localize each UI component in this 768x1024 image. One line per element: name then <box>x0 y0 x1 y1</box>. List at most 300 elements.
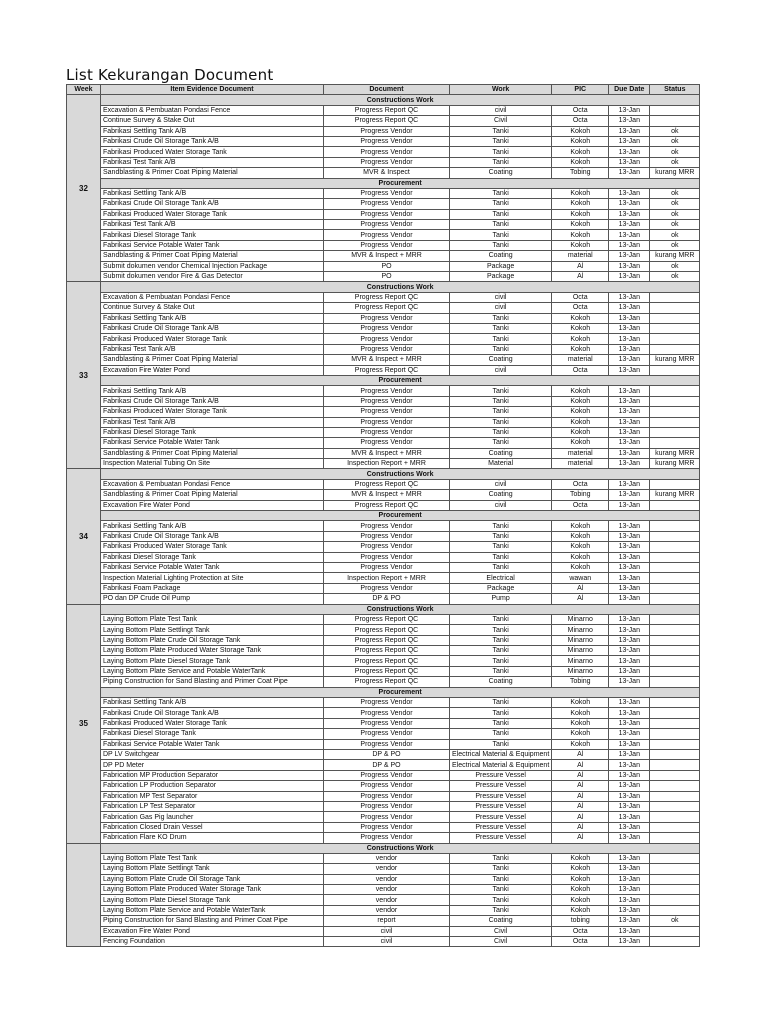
table-row <box>67 157 700 167</box>
document-cell: civil <box>324 937 450 947</box>
document-cell: Progress Report QC <box>324 105 450 115</box>
pic-cell: Al <box>552 781 609 791</box>
due-date-cell: 13-Jan <box>609 365 650 375</box>
pic-cell: Kokoh <box>552 407 609 417</box>
work-cell: Tanki <box>450 614 552 624</box>
table-row <box>67 344 700 354</box>
pic-cell: Al <box>552 812 609 822</box>
pic-cell: Al <box>552 261 609 271</box>
pic-cell: Kokoh <box>552 313 609 323</box>
due-date-cell: 13-Jan <box>609 926 650 936</box>
table-row <box>67 303 700 313</box>
document-cell: Progress Report QC <box>324 635 450 645</box>
status-cell: ok <box>650 209 700 219</box>
table-row <box>67 220 700 230</box>
due-date-cell: 13-Jan <box>609 885 650 895</box>
pic-cell: Kokoh <box>552 199 609 209</box>
table-row <box>67 874 700 884</box>
table-row <box>67 718 700 728</box>
work-cell: Tanki <box>450 407 552 417</box>
work-cell: Tanki <box>450 864 552 874</box>
due-date-cell: 13-Jan <box>609 292 650 302</box>
pic-cell: Kokoh <box>552 864 609 874</box>
status-cell <box>650 635 700 645</box>
due-date-cell: 13-Jan <box>609 853 650 863</box>
work-cell: Tanki <box>450 230 552 240</box>
item-cell: Laying Bottom Plate Diesel Storage Tank <box>101 656 324 666</box>
table-row <box>67 750 700 760</box>
work-cell: Tanki <box>450 718 552 728</box>
item-cell: Laying Bottom Plate Test Tank <box>101 614 324 624</box>
status-cell <box>650 542 700 552</box>
work-cell: Tanki <box>450 874 552 884</box>
pic-cell: Kokoh <box>552 729 609 739</box>
document-cell: Progress Vendor <box>324 417 450 427</box>
section-row <box>67 687 700 697</box>
pic-cell: Al <box>552 770 609 780</box>
work-cell: Tanki <box>450 344 552 354</box>
status-cell <box>650 323 700 333</box>
due-date-cell: 13-Jan <box>609 126 650 136</box>
table-row <box>67 500 700 510</box>
table-row <box>67 490 700 500</box>
status-cell <box>650 573 700 583</box>
work-cell: Civil <box>450 116 552 126</box>
status-cell <box>650 698 700 708</box>
status-cell <box>650 334 700 344</box>
work-cell: Coating <box>450 916 552 926</box>
due-date-cell: 13-Jan <box>609 760 650 770</box>
section-row <box>67 843 700 853</box>
pic-cell: Kokoh <box>552 885 609 895</box>
status-cell <box>650 407 700 417</box>
pic-cell: tobing <box>552 916 609 926</box>
week-cell: 34 <box>67 469 101 604</box>
work-cell: Tanki <box>450 126 552 136</box>
due-date-cell: 13-Jan <box>609 188 650 198</box>
work-cell: Electrical Material & Equipment <box>450 750 552 760</box>
item-cell: Fabrication Flare KO Drum <box>101 833 324 843</box>
work-cell: Pressure Vessel <box>450 801 552 811</box>
due-date-cell: 13-Jan <box>609 635 650 645</box>
status-cell <box>650 770 700 780</box>
header-week: Week <box>67 85 101 95</box>
document-cell: MVR & Inspect + MRR <box>324 355 450 365</box>
item-cell: Fabrikasi Produced Water Storage Tank <box>101 718 324 728</box>
pic-cell: Kokoh <box>552 739 609 749</box>
item-cell: Fabrikasi Settling Tank A/B <box>101 521 324 531</box>
work-cell: Tanki <box>450 323 552 333</box>
work-cell: Tanki <box>450 552 552 562</box>
table-row <box>67 781 700 791</box>
work-cell: Tanki <box>450 542 552 552</box>
item-cell: Fabrication LP Production Separator <box>101 781 324 791</box>
document-cell: MVR & Inspect + MRR <box>324 251 450 261</box>
status-cell <box>650 750 700 760</box>
pic-cell: Kokoh <box>552 542 609 552</box>
item-cell: Excavation Fire Water Pond <box>101 500 324 510</box>
work-cell: Pressure Vessel <box>450 791 552 801</box>
document-cell: Inspection Report + MRR <box>324 573 450 583</box>
pic-cell: Kokoh <box>552 209 609 219</box>
pic-cell: Al <box>552 833 609 843</box>
table-row <box>67 542 700 552</box>
pic-cell: material <box>552 251 609 261</box>
table-row <box>67 926 700 936</box>
table-row <box>67 323 700 333</box>
table-row <box>67 905 700 915</box>
document-cell: Progress Vendor <box>324 739 450 749</box>
status-cell: ok <box>650 220 700 230</box>
work-cell: Tanki <box>450 656 552 666</box>
due-date-cell: 13-Jan <box>609 656 650 666</box>
item-cell: Sandblasting & Primer Coat Piping Material <box>101 448 324 458</box>
document-cell: Progress Report QC <box>324 303 450 313</box>
table-row <box>67 365 700 375</box>
due-date-cell: 13-Jan <box>609 386 650 396</box>
pic-cell: Kokoh <box>552 521 609 531</box>
table-row <box>67 937 700 947</box>
due-date-cell: 13-Jan <box>609 718 650 728</box>
work-cell: Tanki <box>450 708 552 718</box>
status-cell <box>650 116 700 126</box>
document-cell: Progress Report QC <box>324 116 450 126</box>
status-cell: ok <box>650 240 700 250</box>
document-cell: Progress Vendor <box>324 209 450 219</box>
item-cell: Excavation & Pembuatan Pondasi Fence <box>101 292 324 302</box>
status-cell <box>650 625 700 635</box>
work-cell: civil <box>450 479 552 489</box>
pic-cell: Kokoh <box>552 344 609 354</box>
item-cell: Fencing Foundation <box>101 937 324 947</box>
item-cell: Laying Bottom Plate Settlingt Tank <box>101 625 324 635</box>
table-row <box>67 853 700 863</box>
item-cell: Excavation Fire Water Pond <box>101 365 324 375</box>
pic-cell: Minarno <box>552 635 609 645</box>
table-row <box>67 417 700 427</box>
document-cell: Progress Report QC <box>324 646 450 656</box>
item-cell: Sandblasting & Primer Coat Piping Material <box>101 355 324 365</box>
pic-cell: Octa <box>552 105 609 115</box>
pic-cell: Octa <box>552 292 609 302</box>
table-row <box>67 230 700 240</box>
item-cell: Fabrikasi Diesel Storage Tank <box>101 729 324 739</box>
document-cell: Progress Report QC <box>324 656 450 666</box>
table-row <box>67 635 700 645</box>
table-row <box>67 885 700 895</box>
item-cell: Fabrikasi Test Tank A/B <box>101 417 324 427</box>
status-cell <box>650 760 700 770</box>
pic-cell: Kokoh <box>552 427 609 437</box>
status-cell <box>650 677 700 687</box>
item-cell: Fabrikasi Settling Tank A/B <box>101 386 324 396</box>
pic-cell: Kokoh <box>552 895 609 905</box>
pic-cell: Kokoh <box>552 240 609 250</box>
due-date-cell: 13-Jan <box>609 573 650 583</box>
table-row <box>67 677 700 687</box>
document-cell: vendor <box>324 864 450 874</box>
pic-cell: Kokoh <box>552 417 609 427</box>
table-row <box>67 438 700 448</box>
status-cell <box>650 739 700 749</box>
page-title: List Kekurangan Document <box>66 66 274 84</box>
due-date-cell: 13-Jan <box>609 417 650 427</box>
table-row <box>67 261 700 271</box>
header-row <box>67 85 700 95</box>
document-cell: Progress Vendor <box>324 386 450 396</box>
document-cell: Progress Vendor <box>324 313 450 323</box>
document-cell: Progress Vendor <box>324 188 450 198</box>
item-cell: Sandblasting & Primer Coat Piping Material <box>101 490 324 500</box>
item-cell: Laying Bottom Plate Diesel Storage Tank <box>101 895 324 905</box>
section-row <box>67 178 700 188</box>
due-date-cell: 13-Jan <box>609 136 650 146</box>
work-cell: Tanki <box>450 562 552 572</box>
due-date-cell: 13-Jan <box>609 459 650 469</box>
status-cell: kurang MRR <box>650 448 700 458</box>
work-cell: Tanki <box>450 199 552 209</box>
status-cell <box>650 365 700 375</box>
item-cell: Fabrikasi Diesel Storage Tank <box>101 427 324 437</box>
table-row <box>67 812 700 822</box>
item-cell: Fabrikasi Test Tank A/B <box>101 157 324 167</box>
table-row <box>67 739 700 749</box>
work-cell: Tanki <box>450 625 552 635</box>
status-cell <box>650 614 700 624</box>
work-cell: Tanki <box>450 521 552 531</box>
pic-cell: material <box>552 448 609 458</box>
pic-cell: Al <box>552 272 609 282</box>
item-cell: Fabrikasi Diesel Storage Tank <box>101 552 324 562</box>
item-cell: Fabrication MP Production Separator <box>101 770 324 780</box>
document-cell: Progress Report QC <box>324 677 450 687</box>
table-row <box>67 168 700 178</box>
due-date-cell: 13-Jan <box>609 168 650 178</box>
status-cell: ok <box>650 147 700 157</box>
work-cell: Electrical <box>450 573 552 583</box>
pic-cell: Octa <box>552 926 609 936</box>
item-cell: Laying Bottom Plate Crude Oil Storage Tank <box>101 635 324 645</box>
work-cell: Package <box>450 583 552 593</box>
table-row <box>67 427 700 437</box>
status-cell: kurang MRR <box>650 251 700 261</box>
due-date-cell: 13-Jan <box>609 801 650 811</box>
table-row <box>67 833 700 843</box>
document-cell: PO <box>324 261 450 271</box>
item-cell: Submit dokumen vendor Chemical Injection Package <box>101 261 324 271</box>
document-cell: Progress Vendor <box>324 136 450 146</box>
document-cell: Progress Vendor <box>324 770 450 780</box>
item-cell: Laying Bottom Plate Service and Potable WaterTank <box>101 666 324 676</box>
pic-cell: Kokoh <box>552 220 609 230</box>
item-cell: Continue Survey & Stake Out <box>101 303 324 313</box>
work-cell: Tanki <box>450 666 552 676</box>
due-date-cell: 13-Jan <box>609 116 650 126</box>
document-cell: MVR & Inspect + MRR <box>324 448 450 458</box>
document-cell: vendor <box>324 874 450 884</box>
document-cell: Progress Vendor <box>324 240 450 250</box>
pic-cell: Minarno <box>552 614 609 624</box>
work-cell: Tanki <box>450 209 552 219</box>
due-date-cell: 13-Jan <box>609 344 650 354</box>
item-cell: Laying Bottom Plate Settlingt Tank <box>101 864 324 874</box>
due-date-cell: 13-Jan <box>609 625 650 635</box>
header-item: Item Evidence Document <box>101 85 324 95</box>
item-cell: Fabrikasi Crude Oil Storage Tank A/B <box>101 531 324 541</box>
status-cell <box>650 801 700 811</box>
pic-cell: Kokoh <box>552 874 609 884</box>
item-cell: Fabrication MP Test Separator <box>101 791 324 801</box>
pic-cell: Kokoh <box>552 157 609 167</box>
work-cell: Coating <box>450 677 552 687</box>
status-cell <box>650 438 700 448</box>
due-date-cell: 13-Jan <box>609 666 650 676</box>
due-date-cell: 13-Jan <box>609 490 650 500</box>
item-cell: Fabrikasi Crude Oil Storage Tank A/B <box>101 708 324 718</box>
work-cell: Pressure Vessel <box>450 833 552 843</box>
due-date-cell: 13-Jan <box>609 552 650 562</box>
status-cell <box>650 303 700 313</box>
item-cell: Fabrikasi Diesel Storage Tank <box>101 230 324 240</box>
document-cell: Progress Vendor <box>324 552 450 562</box>
status-cell <box>650 427 700 437</box>
work-cell: Package <box>450 272 552 282</box>
status-cell: kurang MRR <box>650 168 700 178</box>
item-cell: Fabrikasi Test Tank A/B <box>101 220 324 230</box>
work-cell: Pressure Vessel <box>450 770 552 780</box>
status-cell: kurang MRR <box>650 459 700 469</box>
item-cell: Fabrikasi Produced Water Storage Tank <box>101 542 324 552</box>
pic-cell: Al <box>552 801 609 811</box>
due-date-cell: 13-Jan <box>609 698 650 708</box>
section-label: Procurement <box>101 375 700 385</box>
pic-cell: Al <box>552 822 609 832</box>
pic-cell: Octa <box>552 303 609 313</box>
pic-cell: Kokoh <box>552 136 609 146</box>
pic-cell: Kokoh <box>552 323 609 333</box>
status-cell <box>650 895 700 905</box>
document-cell: Progress Report QC <box>324 614 450 624</box>
due-date-cell: 13-Jan <box>609 750 650 760</box>
table-row <box>67 698 700 708</box>
item-cell: Inspection Material Lighting Protection at Site <box>101 573 324 583</box>
section-label: Constructions Work <box>101 469 700 479</box>
item-cell: Fabrikasi Produced Water Storage Tank <box>101 334 324 344</box>
document-cell: Progress Vendor <box>324 396 450 406</box>
section-label: Procurement <box>101 511 700 521</box>
work-cell: Tanki <box>450 188 552 198</box>
pic-cell: material <box>552 459 609 469</box>
table-row <box>67 126 700 136</box>
due-date-cell: 13-Jan <box>609 781 650 791</box>
table-row <box>67 552 700 562</box>
due-date-cell: 13-Jan <box>609 479 650 489</box>
table-row <box>67 916 700 926</box>
item-cell: Fabrikasi Settling Tank A/B <box>101 698 324 708</box>
due-date-cell: 13-Jan <box>609 521 650 531</box>
work-cell: Tanki <box>450 313 552 323</box>
work-cell: Pressure Vessel <box>450 822 552 832</box>
table-row <box>67 116 700 126</box>
document-cell: Progress Vendor <box>324 334 450 344</box>
document-cell: Progress Vendor <box>324 542 450 552</box>
document-cell: report <box>324 916 450 926</box>
week-cell: 33 <box>67 282 101 469</box>
work-cell: Tanki <box>450 427 552 437</box>
work-cell: civil <box>450 292 552 302</box>
due-date-cell: 13-Jan <box>609 147 650 157</box>
item-cell: Fabrikasi Service Potable Water Tank <box>101 240 324 250</box>
pic-cell: Kokoh <box>552 718 609 728</box>
pic-cell: Octa <box>552 116 609 126</box>
pic-cell: Kokoh <box>552 188 609 198</box>
due-date-cell: 13-Jan <box>609 261 650 271</box>
status-cell <box>650 531 700 541</box>
table-row <box>67 760 700 770</box>
section-label: Constructions Work <box>101 282 700 292</box>
table-row <box>67 251 700 261</box>
status-cell <box>650 105 700 115</box>
table-row <box>67 531 700 541</box>
status-cell: kurang MRR <box>650 490 700 500</box>
work-cell: Tanki <box>450 396 552 406</box>
work-cell: Electrical Material & Equipment <box>450 760 552 770</box>
pic-cell: Tobing <box>552 490 609 500</box>
document-cell: vendor <box>324 895 450 905</box>
status-cell <box>650 853 700 863</box>
work-cell: Tanki <box>450 853 552 863</box>
item-cell: Fabrikasi Crude Oil Storage Tank A/B <box>101 396 324 406</box>
due-date-cell: 13-Jan <box>609 334 650 344</box>
pic-cell: Tobing <box>552 677 609 687</box>
header-work: Work <box>450 85 552 95</box>
document-cell: Progress Vendor <box>324 407 450 417</box>
status-cell <box>650 729 700 739</box>
item-cell: Fabrikasi Settling Tank A/B <box>101 313 324 323</box>
table-row <box>67 147 700 157</box>
due-date-cell: 13-Jan <box>609 272 650 282</box>
pic-cell: Kokoh <box>552 396 609 406</box>
document-cell: Progress Vendor <box>324 801 450 811</box>
table-row <box>67 188 700 198</box>
due-date-cell: 13-Jan <box>609 355 650 365</box>
table-row <box>67 791 700 801</box>
status-cell <box>650 417 700 427</box>
item-cell: Fabrikasi Test Tank A/B <box>101 344 324 354</box>
document-cell: vendor <box>324 885 450 895</box>
table-row <box>67 396 700 406</box>
status-cell <box>650 292 700 302</box>
item-cell: Laying Bottom Plate Produced Water Storage Tank <box>101 885 324 895</box>
document-cell: Progress Vendor <box>324 791 450 801</box>
work-cell: Coating <box>450 355 552 365</box>
table-row <box>67 583 700 593</box>
due-date-cell: 13-Jan <box>609 105 650 115</box>
due-date-cell: 13-Jan <box>609 500 650 510</box>
due-date-cell: 13-Jan <box>609 157 650 167</box>
document-cell: Progress Vendor <box>324 323 450 333</box>
work-cell: Tanki <box>450 147 552 157</box>
due-date-cell: 13-Jan <box>609 874 650 884</box>
status-cell: ok <box>650 272 700 282</box>
table-row <box>67 895 700 905</box>
item-cell: DP PD Meter <box>101 760 324 770</box>
document-cell: Progress Vendor <box>324 718 450 728</box>
item-cell: Fabrication Closed Drain Vessel <box>101 822 324 832</box>
status-cell <box>650 874 700 884</box>
work-cell: Coating <box>450 251 552 261</box>
document-cell: PO <box>324 272 450 282</box>
